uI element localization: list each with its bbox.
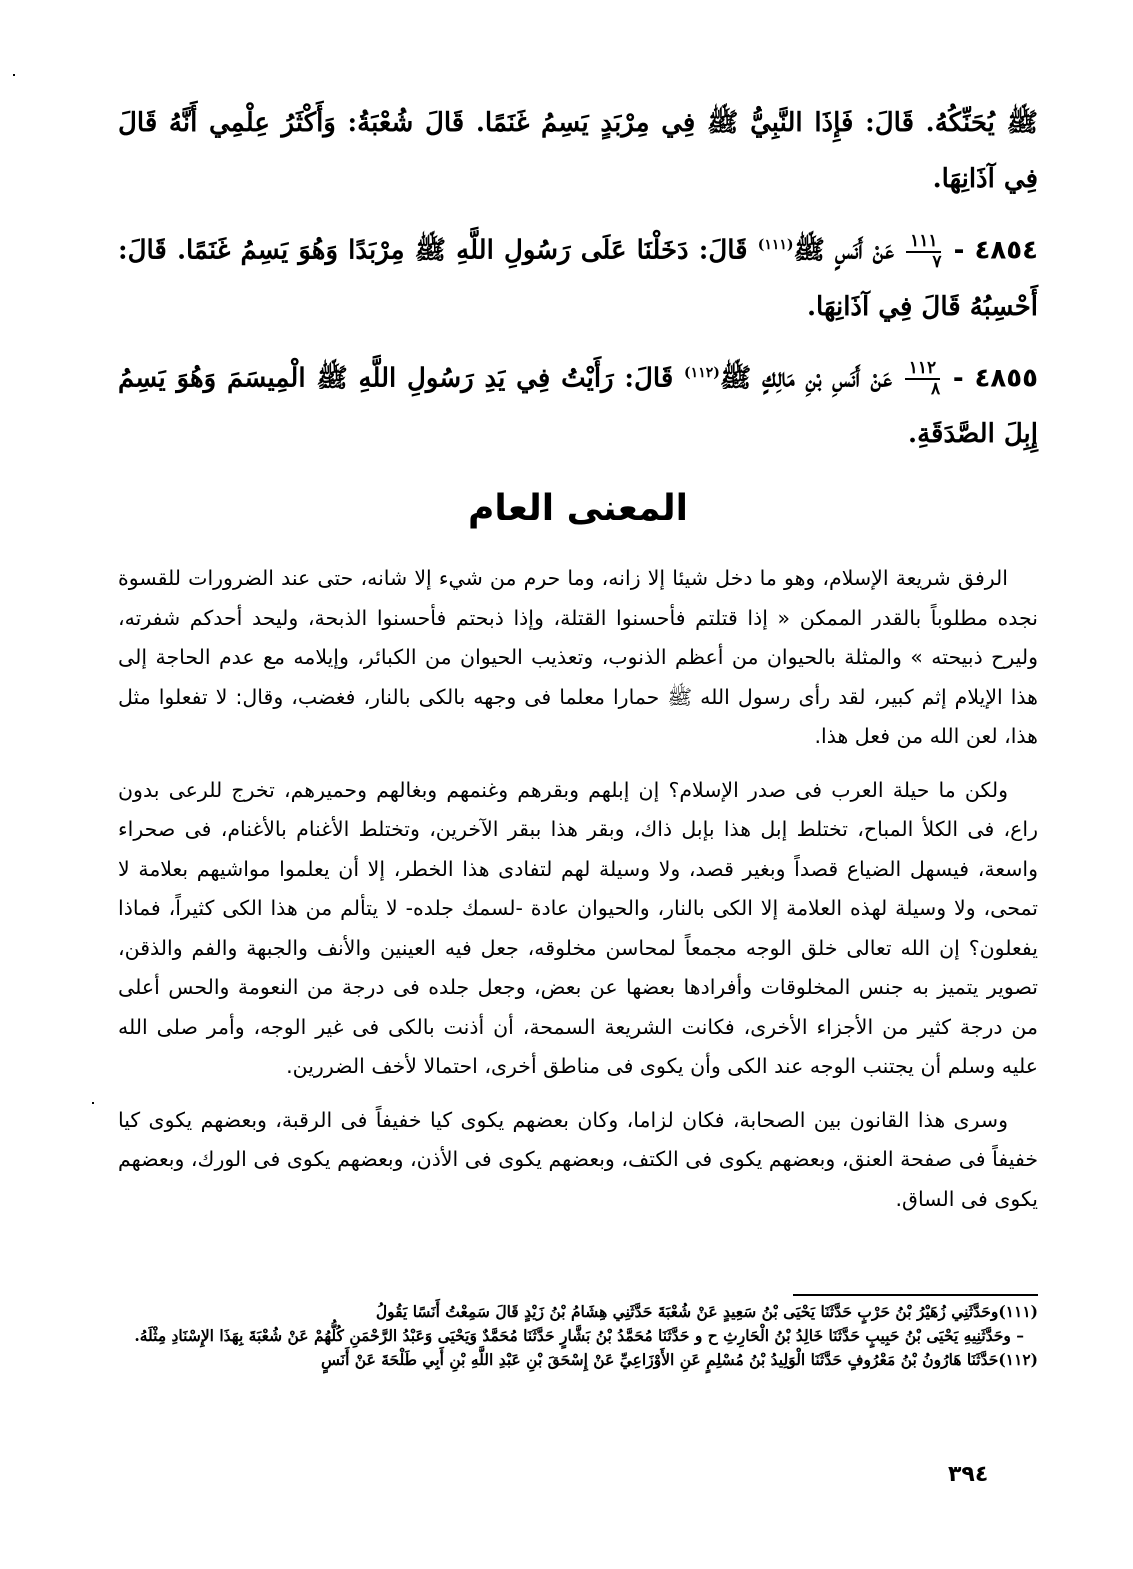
document-page bbox=[118, 95, 1038, 1233]
footnote-divider bbox=[793, 1294, 1038, 1296]
hadith-text: ﷺ يُحَنِّكُهُ. قَالَ: فَإِذَا النَّبِيُّ ﷺ فِي مِرْبَدٍ يَسِمُ غَنَمًا. قَالَ شُعْبَةُ: وَأَكْثَرُ عِلْمِي أَنَّهُ قَالَ فِي آذَانِهَا. bbox=[118, 108, 1038, 194]
hadith-continuation bbox=[118, 95, 1038, 207]
paragraph: وسرى هذا القانون بين الصحابة، فكان لزاما، وكان بعضهم يكوى كيا خفيفاً فى الرقبة، وبعضهم يكوى كيا خفيفاً فى صفحة العنق، وبعضهم يكوى فى الكتف، وبعضهم يكوى فى الأذن، وبعضهم يكوى فى الورك، وبعضهم يكوى فى الساق. bbox=[118, 1107, 1038, 1211]
hadith-text: قَالَ: دَخَلْنَا عَلَى رَسُولِ اللَّهِ ﷺ مِرْبَدًا وَهُوَ يَسِمُ غَنَمًا. قَالَ: أَحْسِبُهُ قَالَ فِي آذَانِهَا. bbox=[118, 235, 1038, 322]
scan-artifact bbox=[92, 1102, 94, 1104]
hadith-4855 bbox=[118, 345, 1038, 463]
fraction-bottom: ٨ bbox=[930, 379, 941, 400]
footnote-111: (١١١)وحَدَّثَنِي زُهَيْرُ بْنُ حَرْبٍ حَدَّثَنَا يَحْيَى بْنُ سَعِيدٍ عَنْ شُعْبَةَ حَدَّثَنِي هِشَامُ بْنُ زَيْدٍ قَالَ سَمِعْتُ أَنَسًا يَقُولُ bbox=[375, 1302, 1038, 1321]
cross-reference-fraction bbox=[906, 230, 942, 272]
cross-reference-fraction bbox=[905, 360, 940, 398]
hadith-number: ٤٨٥٤ - bbox=[953, 235, 1038, 266]
footnote-111-continuation: – وحَدَّثَنِيهِ يَحْيَى بْنُ حَبِيبٍ حَدَّثَنَا خَالِدُ بْنُ الْحَارِثِ ح و حَدَّثَنَا مُحَمَّدُ بْنُ بَشَّارٍ حَدَّثَنَا مُحَمَّدٌ وَيَحْيَى وَعَبْدُ الرَّحْمَنِ كُلُّهُمْ عَنْ شُعْبَةَ بِهَذَا الإِسْنَادِ مِثْلَهُ. bbox=[134, 1326, 1024, 1345]
narrator: عَنْ أَنَسٍ ﷺ bbox=[793, 235, 894, 266]
fraction-top: ١١٢ bbox=[905, 360, 940, 380]
fraction-bottom: ٧ bbox=[932, 251, 942, 272]
page-number: ٣٩٤ bbox=[948, 1462, 989, 1487]
section-heading: المعنى العام bbox=[467, 488, 689, 530]
footnote-112: (١١٢)حَدَّثَنَا هَارُونُ بْنُ مَعْرُوفٍ حَدَّثَنَا الْوَلِيدُ بْنُ مُسْلِمٍ عَنِ الأَوْزَاعِيِّ عَنْ إِسْحَقَ بْنِ عَبْدِ اللَّهِ بْنِ أَبِي طَلْحَةَ عَنْ أَنَسٍ bbox=[321, 1350, 1038, 1369]
footnotes bbox=[118, 1300, 1038, 1372]
fraction-top: ١١١ bbox=[906, 233, 941, 253]
hadith-text: قَالَ: رَأَيْتُ فِي يَدِ رَسُولِ اللَّهِ ﷺ الْمِيسَمَ وَهُوَ يَسِمُ إِبِلَ الصَّدَقَةِ. bbox=[118, 363, 1038, 450]
scan-artifact bbox=[13, 74, 15, 76]
paragraph: الرفق شريعة الإسلام، وهو ما دخل شيئا إلا زانه، وما حرم من شيء إلا شانه، حتى عند الضرورات للقسوة نجده مطلوباً بالقدر الممكن « إذا قتلتم فأحسنوا القتلة، وإذا ذبحتم فأحسنوا الذبحة، وليحد أحدكم شفرته، وليرح ذبيحته » والمثلة بالحيوان من أعظم الذنوب، وتعذيب الحيوان من الكبائر، وإيلامه مع عدم الحاجة إلى هذا الإيلام إثم كبير، لقد رأى رسول الله ﷺ حمارا معلما فى وجهه بالكى بالنار، فغضب، وقال: لا تفعلوا مثل هذا، لعن الله من فعل هذا. bbox=[118, 566, 1038, 749]
narrator: عَنْ أَنَسِ بْنِ مَالِكٍ ﷺ bbox=[719, 363, 892, 394]
hadith-number: ٤٨٥٥ - bbox=[952, 363, 1038, 394]
paragraph: ولكن ما حيلة العرب فى صدر الإسلام؟ إن إبلهم وبقرهم وغنمهم وبغالهم وحميرهم، تخرج للرعى بدون راع، فى الكلأ المباح، تختلط إبل هذا بإبل ذاك، وبقر هذا ببقر الآخرين، وتختلط الأغنام بالأغنام، فى صحراء واسعة، فيسهل الضياع قصداً وبغير قصد، ولا وسيلة لهم لتفادى هذا الخطر، إلا أن يعلموا مواشيهم بعلامة لا تمحى، ولا وسيلة لهذه العلامة إلا الكى بالنار، والحيوان عادة -لسمك جلده- لا يتألم من هذا الكى كثيراً، فماذا يفعلون؟ إن الله تعالى خلق الوجه مجمعاً لمحاسن مخلوقه، جعل فيه العينين والأنف والجبهة والفم والذقن، تصوير يتميز به جنس المخلوقات وأفرادها بعضها عن بعض، وجعل جلده فى درجة من النعومة والحس أعلى من درجة كثير من الأجزاء الأخرى، فكانت الشريعة السمحة، أن أذنت بالكى فى غير الوجه، وأمر صلى الله عليه وسلم أن يجتنب الوجه عند الكى وأن يكوى فى مناطق أخرى، احتمالا لأخف الضررين. bbox=[118, 777, 1038, 1079]
footnote-ref: (١١١) bbox=[757, 237, 794, 253]
footnote-ref: (١١٢) bbox=[684, 364, 720, 381]
hadith-4854 bbox=[118, 217, 1038, 335]
